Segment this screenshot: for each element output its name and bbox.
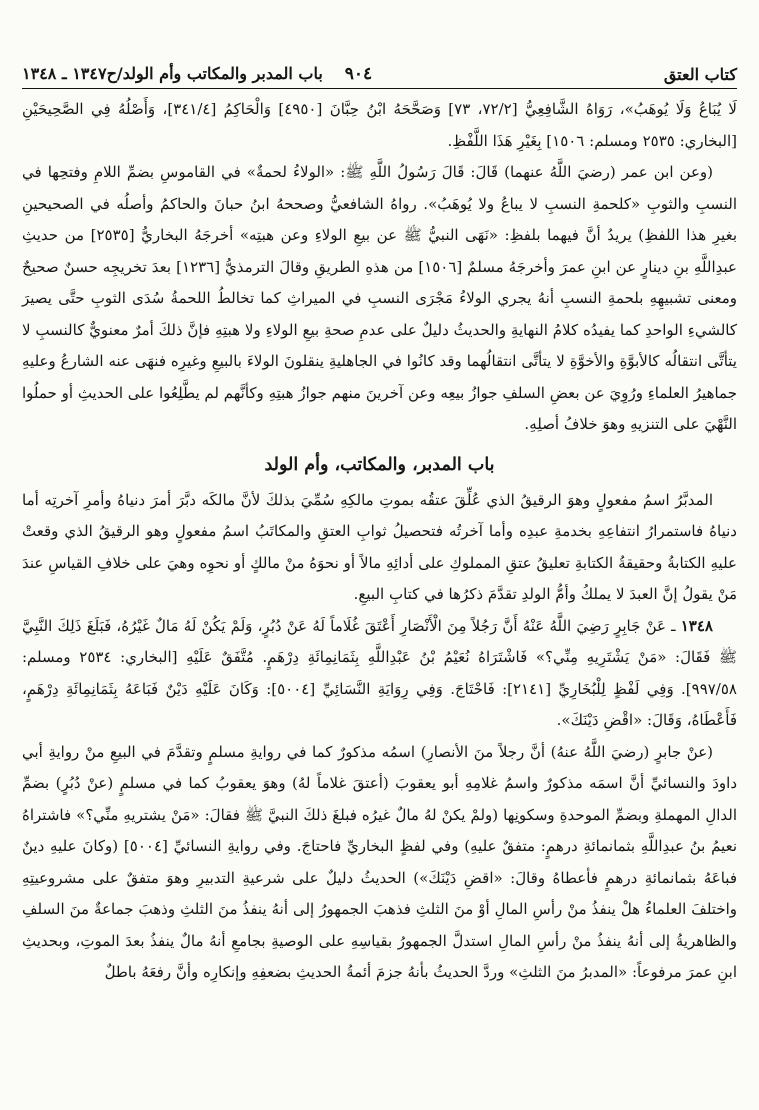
book-title: كتاب العتق <box>663 65 737 84</box>
hadith-number: ١٣٤٨ <box>680 616 713 635</box>
hadith-text <box>22 611 737 737</box>
page-number: ٩٠٤ <box>344 64 373 84</box>
section-heading: باب المدبر، والمكاتب، وأم الولد <box>264 454 495 475</box>
paragraph-2: (وعن ابن عمر (رضيَ اللَّهُ عنهما) قَالَ: قَالَ رَسُولُ اللَّهِ ﷺ: «الولاءُ لحمةٌ» في القاموسِ بضمِّ اللامِ وفتحِها في النسبِ والثوبِ «كلحمةِ النسبِ لا يباعُ ولا يُوهَبُ». رواهُ الشافعيُّ وصححهُ ابنُ حبانَ والحاكمُ وأصلُه في الصحيحينِ بغيرِ هذا اللفظِ) يريدُ أنَّ فيهما بلفظِ: «نَهَى النبيُّ ﷺ عن بيعِ الولاءِ وعن هبتِه» أخرجَهُ البخاريُّ [٢٥٣٥] من حديثِ عبدِاللَّهِ بنِ دينارٍ عن ابنِ عمرَ وأخرجَهُ مسلمٌ [١٥٠٦] من هذهِ الطريقِ وقالَ الترمذيُّ [١٢٣٦] بعدَ تخريجِه حسنٌ صحيحٌ ومعنى تشبيهِهِ بلحمةِ النسبِ أنهُ يجري الولاءُ مَجْرَى النسبِ في الميراثِ كما تخالطُ اللحمةُ سُدَى الثوبِ حتَّى يصيرَ كالشيءِ الواحدِ كما يفيدُه كلامُ النهايةِ والحديثُ دليلٌ على عدمِ صحةِ بيعِ الولاءِ ولا هبتِهِ فإنَّ ذلكَ أمرٌ معنويٌّ كالنسبِ لا يتأتَّى انتقالُه كالأبوَّةِ والأخوَّةِ لا يتأتَّى انتقالُهما وقد كانُوا في الجاهليةِ ينقلونَ الولاءَ بالبيعِ وغيرِه فنهَى عنه الشارعُ وعليهِ جماهيرُ العلماءِ ورُوِيَ عن بعضِ السلفِ جوازُ بيعِه وعن آخرينَ منهم جوازُ هبتِهِ وكأنَّهم لم يطَّلِعُوا على الحديثِ أو حملُوا النَّهْيَ على التنزيهِ وهوَ خلافُ أصلِهِ. <box>22 163 737 433</box>
header-center <box>22 64 372 84</box>
hadith-body: ـ عَنْ جَابِرٍ رَضِيَ اللَّهُ عَنْهُ أَنَّ رَجُلاً مِنَ الْأَنْصَارِ أَعْتَقَ غُلَاماً لَهُ عَنْ دُبُرٍ، وَلَمْ يَكُنْ لَهُ مَالٌ غَيْرُهُ، فَبَلَغَ ذَلِكَ النَّبِيَّ ﷺ فَقَالَ: «مَنْ يَشْتَرِيهِ مِنِّي؟» فَاشْتَرَاهُ نُعَيْمُ بْنُ عَبْدِاللَّهِ بِثَمَانِمِائَةِ دِرْهَمٍ. مُتَّفَقٌ عَلَيْهِ [البخاري: ٢٥٣٤ ومسلم: ٩٩٧/٥٨]. وَفِي لَفْظٍ لِلْبُخَارِيِّ [٢١٤١]: فَاحْتَاجَ. وَفِي رِوَايَةِ النَّسَائِيِّ [٥٠٠٤]: وَكَانَ عَلَيْهِ دَيْنٌ فَبَاعَهُ بِثَمَانِمِائَةِ دِرْهَمٍ، فَأَعْطَاهُ، وَقَالَ: «اقْضِ دَيْنَكَ». <box>22 616 737 729</box>
paragraph-3: المدبَّرُ اسمُ مفعولٍ وهوَ الرقيقُ الذي عُلِّقَ عتقُه بموتِ مالكِهِ سُمِّيَ بذلكَ لأنَّ مالكَه دبَّرَ أمرَ دنياهُ وأمرِ آخرتِه أما دنياهُ فاستمرارُ انتفاعِهِ بخدمةِ عبدِه وأما آخرتُه فتحصيلُ ثوابِ العتقِ والمكاتَبُ اسمُ مفعولٍ وهو الرقيقُ الذي وقعتْ عليهِ الكتابةُ وحقيقةُ الكتابةِ تعليقُ عتقِ المملوكِ على أدائِهِ مالاً أو نحوَهُ منْ مالكٍ أو نحوِه وهيَ على خلافِ القياسِ عندَ مَنْ يقولُ إنَّ العبدَ لا يملكُ وأمُّ الولدِ تقدَّمَ ذكرُها في كتابِ البيعِ. <box>22 490 737 603</box>
paragraph-1: لَا يُبَاعُ وَلَا يُوهَبُ»، رَوَاهُ الشَّافِعِيُّ [٧٢/٢، ٧٣] وَصَحَّحَهُ ابْنُ حِبَّانَ [٤٩٥٠] وَالْحَاكِمُ [٣٤١/٤]، وَأَصْلُهُ فِي الصَّحِيحَيْنِ [البخاري: ٢٥٣٥ ومسلم: ١٥٠٦] بِغَيْرِ هَذَا اللَّفْظِ. <box>22 100 737 150</box>
paragraph-4: (عنْ جابرٍ (رضيَ اللَّهُ عنهُ) أنَّ رجلاً منَ الأنصارِ) اسمُه مذكورٌ كما في روايةِ مسلمٍ وتقدَّمَ في البيعِ منْ روايةِ أبي داودَ والنسائيِّ أنَّ اسمَه مذكورٌ واسمُ غلامِهِ أبو يعقوبَ (أعتقَ غلاماً لهُ) وهوَ يعقوبُ كما في مسلمٍ (عنْ دُبُرٍ) بضمِّ الدالِ المهملةِ وبضمِّ الموحدةِ وسكونِها (ولمْ يكنْ لهُ مالٌ غيرُه فبلغَ ذلكَ النبيَّ ﷺ فقالَ: «مَنْ يشتريهِ منِّي؟» فاشتراهُ نعيمُ بنُ عبدِاللَّهِ بثمانمائةِ درهمٍ: متفقٌ عليهِ) وفي لفظٍ البخاريِّ فاحتاجَ. وفي روايةِ النسائيِّ [٥٠٠٤] (وكانَ عليهِ دينٌ فباعَهُ بثمانمائةِ درهمٍ فأعطاهُ وقالَ: «اقضِ دَيْنَكَ») الحديثُ دليلٌ على شرعيةِ التدبيرِ وهوَ متفقٌ على مشروعيتِهِ واختلفَ العلماءُ هلْ ينفذُ منْ رأسِ المالِ أوْ منَ الثلثِ فذهبَ الجمهورُ إلى أنهُ ينفذُ منَ الثلثِ وذهبَ جماعةٌ منَ السلفِ والظاهريةُ إلى أنهُ ينفذُ منْ رأسِ المالِ استدلَّ الجمهورُ بقياسِهِ على الوصيةِ بجامعِ أنهُ مالٌ ينفذُ بعدَ الموتِ، وبحديثِ ابنِ عمرَ مرفوعاً: «المدبرُ منَ الثلثِ» وردَّ الحديثُ بأنهُ جزمَ أئمةُ الحديثِ بضعفِهِ وإنكارِه وأنَّ رفعَهُ باطلٌ <box>22 742 737 981</box>
page-body <box>22 94 737 989</box>
chapter-title: باب المدبر والمكاتب وأم الولد/ح١٣٤٧ ـ ١٣٤٨ <box>22 64 323 83</box>
running-header <box>22 52 737 89</box>
